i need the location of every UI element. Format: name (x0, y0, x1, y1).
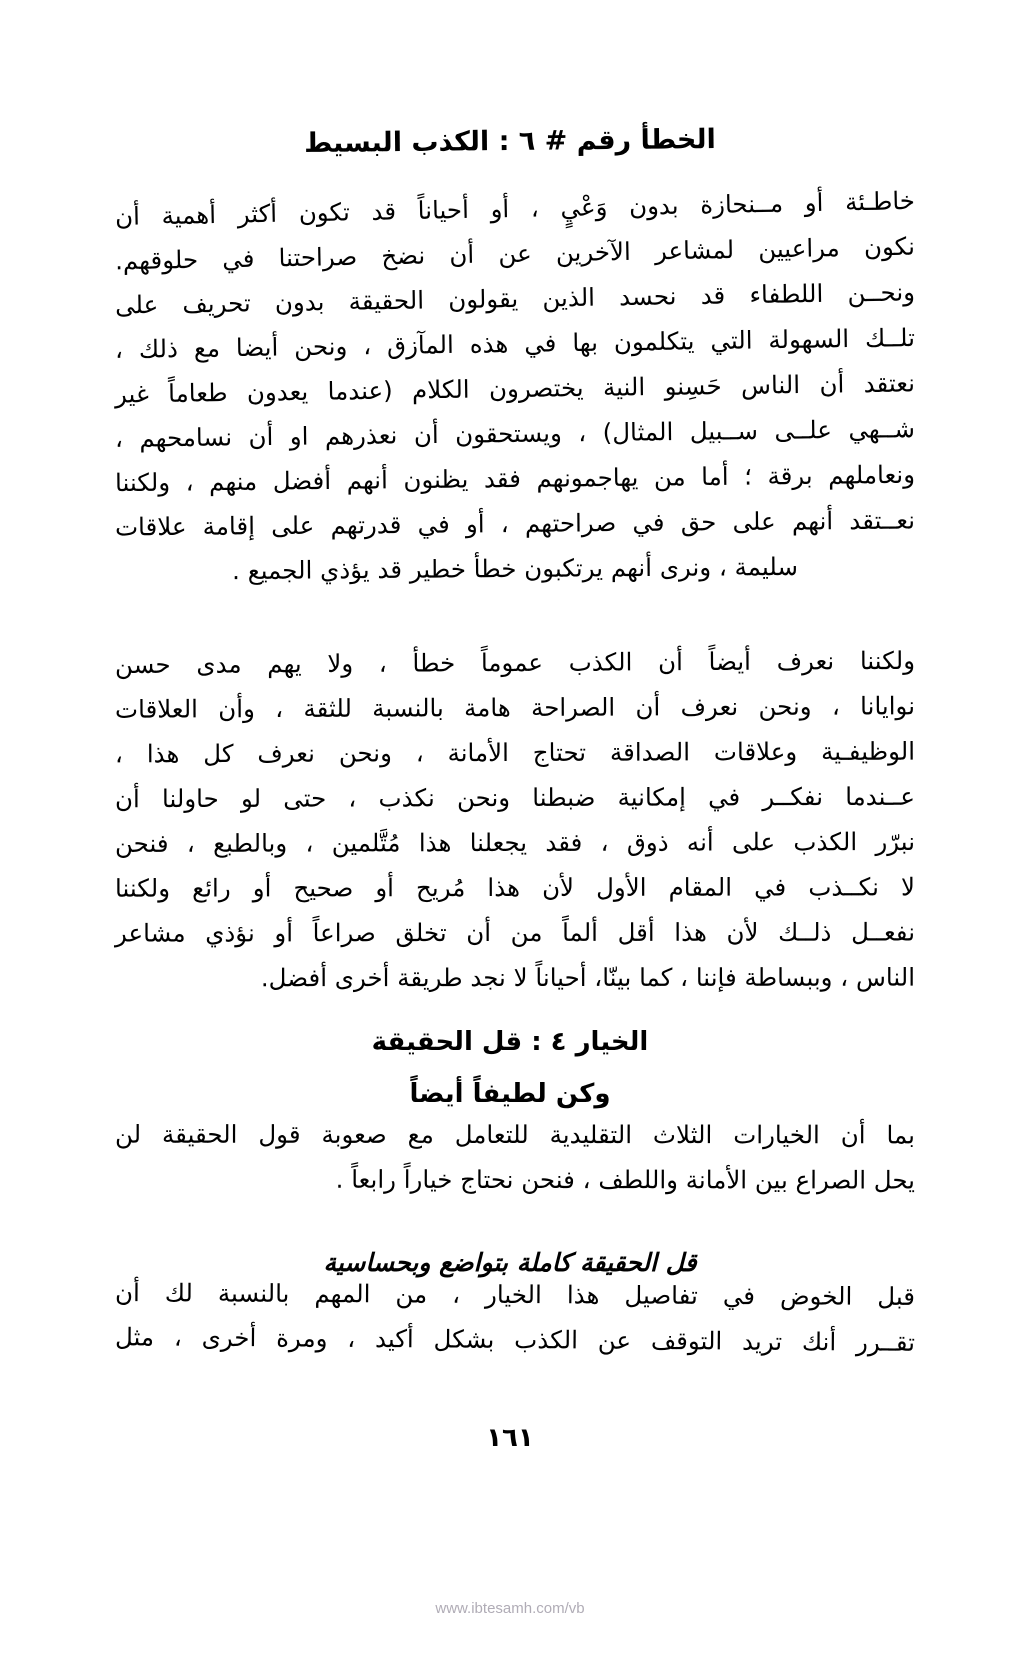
text-line: نعتقد أن الناس حَسِنو النية يختصرون الكلام (عندما يعدون طعاماً غير (114, 368, 916, 409)
text-line: نبرّر الكذب على أنه ذوق ، فقد يجعلنا هذا مُتَّلمين ، وبالطبع ، فنحن (114, 827, 916, 858)
subheading-tell-the-truth: قل الحقيقة كاملة بتواضع وبحساسية (323, 1248, 697, 1278)
body-paragraph-2 (115, 640, 915, 1000)
chapter-title: الخطأ رقم # ٦ : الكذب البسيط (304, 124, 716, 160)
text-line: تلــك السهولة التي يتكلمون بها في هذه المآزق ، ونحن أيضا مع ذلك ، (114, 323, 916, 364)
text-line: نعــتقد أنهم على حق في صراحتهم ، أو في قدرتهم على إقامة علاقات (114, 505, 916, 542)
text-line: بما أن الخيارات الثلاث التقليدية للتعامل مع صعوبة قول الحقيقة لن (114, 1119, 916, 1150)
text-line: شــهي علــى ســبيل المثال) ، ويستحقون أن نعذرهم او أن نسامحهم ، (114, 414, 916, 453)
body-paragraph-4 (115, 1272, 915, 1362)
text-line: قبل الخوض في تفاصيل هذا الخيار ، من المهم بالنسبة لك أن (114, 1278, 916, 1311)
text-line: ونعاملهم برقة ؛ أما من يهاجمونهم فقد يظنون أنهم أفضل منهم ، ولكننا (114, 459, 916, 498)
site-watermark: www.ibtesamh.com/vb (435, 1600, 585, 1617)
text-line: خاطـئة أو مــنحازة بدون وَعْيٍ ، أو أحياناً قد تكون أكثر أهمية أن (114, 185, 916, 232)
page-number: ١٦١ (486, 1423, 534, 1453)
text-line: الناس ، وببساطة فإننا ، كما بينّا، أحياناً لا نجد طريقة أخرى أفضل. (260, 962, 916, 993)
text-line: عــندما نفكــر في إمكانية ضبطنا ونحن نكذب ، حتى لو حاولنا أن (114, 781, 916, 814)
text-line: نفعــل ذلــك لأن هذا أقل ألماً من أن تخلق صراعاً أو نؤذي مشاعر (114, 917, 916, 948)
text-line: سليمة ، ونرى أنهم يرتكبون خطأ خطير قد يؤذي الجميع . (231, 551, 799, 586)
text-line: ونحــن اللطفاء قد نحسد الذين يقولون الحقيقة بدون تحريف على (114, 277, 916, 320)
section-heading-option: الخيار ٤ : قل الحقيقة (371, 1026, 649, 1057)
text-line: الوظيفـية وعلاقات الصداقة تحتاج الأمانة ، ونحن نعرف كل هذا ، (114, 736, 916, 769)
body-paragraph-3 (115, 1112, 915, 1202)
text-line: تقــرر أنك تريد التوقف عن الكذب بشكل أكيد ، ومرة أخرى ، مثل (114, 1322, 916, 1357)
text-line: لا نكــذب في المقام الأول لأن هذا مُريح أو صحيح أو رائع ولكننا (114, 872, 916, 903)
text-line: نوايانا ، ونحن نعرف أن الصراحة هامة بالنسبة للثقة ، وأن العلاقات (114, 691, 916, 724)
text-line: نكون مراعيين لمشاعر الآخرين عن أن نضخ صراحتنا في حلوقهم. (114, 231, 916, 276)
text-line: يحل الصراع بين الأمانة واللطف ، فنحن نحتاج خياراً رابعاً . (335, 1164, 916, 1195)
section-heading-option-subtitle: وكن لطيفاً أيضاً (409, 1079, 611, 1109)
body-paragraph-1 (115, 186, 915, 591)
text-line: ولكننا نعرف أيضاً أن الكذب عموماً خطأ ، ولا يهم مدى حسن (114, 645, 916, 680)
